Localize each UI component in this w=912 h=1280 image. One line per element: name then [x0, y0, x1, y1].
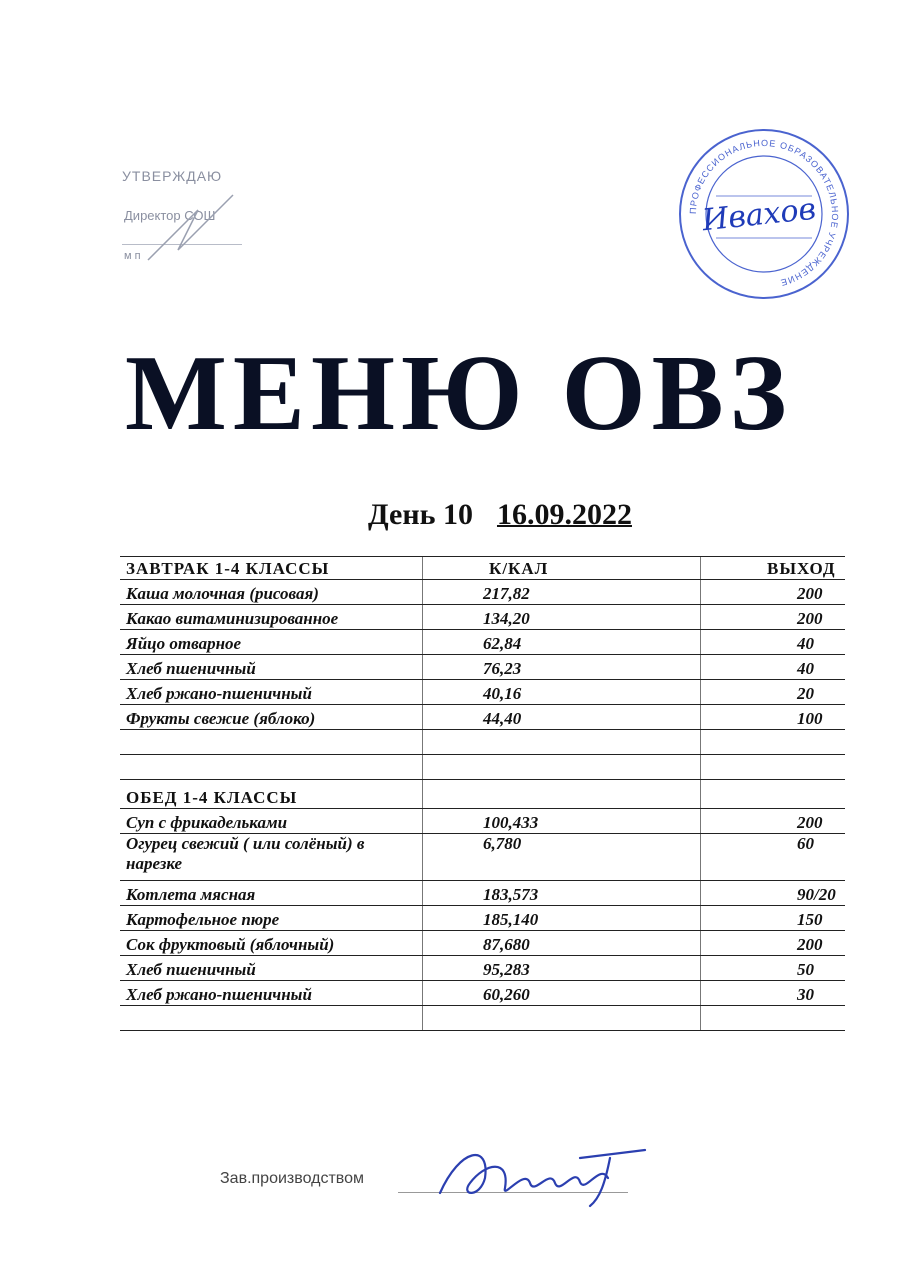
lunch-header-row [120, 780, 845, 809]
table-row [120, 605, 845, 630]
dish-kcal: 40,16 [423, 680, 701, 705]
breakfast-section-title: ЗАВТРАК 1-4 КЛАССЫ [120, 557, 423, 580]
table-row [120, 809, 845, 834]
dish-output: 40 [701, 630, 846, 655]
dish-name: Картофельное пюре [120, 906, 423, 931]
dish-kcal: 6,780 [423, 834, 701, 881]
dish-output: 200 [701, 580, 846, 605]
menu-date: 16.09.2022 [496, 498, 632, 531]
breakfast-header-row [120, 557, 845, 580]
dish-output: 60 [701, 834, 846, 881]
approval-signature-stroke [138, 190, 248, 270]
dish-kcal: 217,82 [423, 580, 701, 605]
dish-name: Хлеб ржано-пшеничный [120, 680, 423, 705]
table-row [120, 881, 845, 906]
dish-output: 40 [701, 655, 846, 680]
lunch-section-title: ОБЕД 1-4 КЛАССЫ [120, 780, 423, 809]
production-manager-label: Зав.производством [220, 1170, 364, 1187]
dish-kcal: 183,573 [423, 881, 701, 906]
handwritten-signature [430, 1138, 650, 1208]
dish-name: Фрукты свежие (яблоко) [120, 705, 423, 730]
dish-kcal: 60,260 [423, 981, 701, 1006]
dish-output: 20 [701, 680, 846, 705]
dish-kcal: 95,283 [423, 956, 701, 981]
dish-name: Котлета мясная [120, 881, 423, 906]
dish-name: Яйцо отварное [120, 630, 423, 655]
dish-name: Хлеб пшеничный [120, 956, 423, 981]
day-label: День 10 [368, 498, 473, 531]
table-row [120, 630, 845, 655]
official-stamp-seal [676, 126, 852, 302]
empty-row [120, 755, 845, 780]
svg-text:ПРОФЕССИОНАЛЬНОЕ ОБРАЗОВАТЕЛЬН: ПРОФЕССИОНАЛЬНОЕ ОБРАЗОВАТЕЛЬНОЕ УЧРЕЖДЕНИЕ [687, 137, 841, 289]
output-column-header: ВЫХОД [701, 557, 846, 580]
approval-position: Директор СОШ [124, 208, 216, 223]
page-title: МЕНЮ ОВЗ [125, 334, 793, 453]
dish-kcal: 44,40 [423, 705, 701, 730]
dish-kcal: 100,433 [423, 809, 701, 834]
svg-text:Ивахов: Ивахов [700, 191, 818, 239]
table-row [120, 580, 845, 605]
dish-name: Хлеб ржано-пшеничный [120, 981, 423, 1006]
approval-title: УТВЕРЖДАЮ [122, 168, 223, 184]
dish-name: Суп с фрикадельками [120, 809, 423, 834]
dish-name: Какао витаминизированное [120, 605, 423, 630]
table-row [120, 680, 845, 705]
table-row [120, 981, 845, 1006]
dish-name: Каша молочная (рисовая) [120, 580, 423, 605]
table-row [120, 655, 845, 680]
dish-output: 100 [701, 705, 846, 730]
menu-table [120, 556, 845, 1031]
dish-kcal: 185,140 [423, 906, 701, 931]
dish-output: 30 [701, 981, 846, 1006]
dish-kcal: 62,84 [423, 630, 701, 655]
dish-name: Сок фруктовый (яблочный) [120, 931, 423, 956]
day-line [368, 498, 632, 532]
table-row [120, 931, 845, 956]
table-row [120, 906, 845, 931]
dish-output: 90/20 [701, 881, 846, 906]
dish-output: 200 [701, 809, 846, 834]
dish-kcal: 87,680 [423, 931, 701, 956]
empty-row [120, 1006, 845, 1031]
dish-output: 200 [701, 931, 846, 956]
table-row [120, 956, 845, 981]
dish-name: Хлеб пшеничный [120, 655, 423, 680]
dish-name: Огурец свежий ( или солёный) в нарезке [120, 834, 423, 881]
dish-kcal: 134,20 [423, 605, 701, 630]
dish-kcal: 76,23 [423, 655, 701, 680]
approval-seal-mark: м п [124, 250, 141, 262]
dish-output: 150 [701, 906, 846, 931]
empty-row [120, 730, 845, 755]
table-row [120, 834, 845, 881]
dish-output: 200 [701, 605, 846, 630]
dish-output: 50 [701, 956, 846, 981]
table-row [120, 705, 845, 730]
kcal-column-header: К/КАЛ [423, 557, 701, 580]
